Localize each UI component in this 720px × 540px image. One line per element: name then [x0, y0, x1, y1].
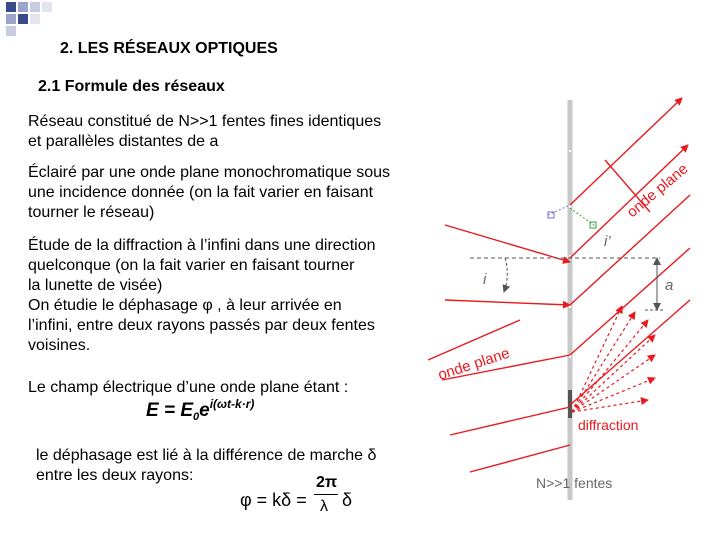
- text-line: et parallèles distantes de a: [28, 133, 219, 150]
- text-line: l’infini, entre deux rayons passés par deux fentes: [28, 317, 375, 334]
- label-fentes: N>>1 fentes: [536, 475, 613, 491]
- formula-power: i(ωt-k·r): [209, 397, 255, 411]
- label-onde-plane-bottom: onde plane: [435, 344, 512, 384]
- label-a: a: [665, 277, 674, 294]
- label-onde-plane-top: onde plane: [623, 160, 692, 222]
- formula-exp: e: [199, 400, 210, 421]
- text-line: voisines.: [28, 337, 91, 354]
- label-diffraction: diffraction: [578, 417, 639, 433]
- formula-phi-den: λ: [320, 498, 328, 515]
- text-line: quelconque (on la fait varier en faisant tourner: [28, 257, 355, 274]
- diffraction-fan: [572, 306, 655, 412]
- text-line: Éclairé par une onde plane monochromatique sous: [28, 164, 391, 181]
- paragraph-etude: [28, 236, 375, 356]
- text-line: entre les deux rayons:: [36, 467, 194, 484]
- corner-decoration: [0, 0, 60, 40]
- paragraph-reseau: [28, 112, 381, 152]
- subsection-title: 2.1 Formule des réseaux: [38, 78, 225, 95]
- paragraph-champ: [28, 378, 348, 398]
- text-line: une incidence donnée (on la fait varier en faisant: [28, 184, 374, 201]
- text-line: la lunette de visée): [28, 277, 163, 294]
- fraction-bar: [314, 494, 338, 495]
- paragraph-eclaire: [28, 163, 390, 223]
- text-line: tourner le réseau): [28, 204, 155, 221]
- label-i: i: [483, 271, 487, 288]
- formula-sub: 0: [193, 411, 200, 423]
- formula-e-field: [146, 397, 255, 423]
- formula-lhs: E = E: [146, 400, 193, 421]
- text-line: Étude de la diffraction à l’infini dans une direction: [28, 237, 376, 254]
- text-line: On étudie le déphasage φ , à leur arrivée en: [28, 297, 342, 314]
- label-i-prime: i’: [604, 233, 611, 250]
- formula-phi-lhs: φ = kδ =: [240, 490, 307, 510]
- text-line: Réseau constitué de N>>1 fentes fines identiques: [28, 113, 382, 130]
- formula-phi-rhs: δ: [342, 490, 353, 510]
- section-title: 2. LES RÉSEAUX OPTIQUES: [60, 40, 278, 57]
- formula-phi-num: 2π: [316, 474, 338, 491]
- text-line: Le champ électrique d’une onde plane étant :: [28, 379, 349, 396]
- grating-diagram: [420, 90, 720, 540]
- angle-i-arc: [504, 258, 507, 292]
- text-line: le déphasage est lié à la différence de marche δ: [36, 447, 377, 464]
